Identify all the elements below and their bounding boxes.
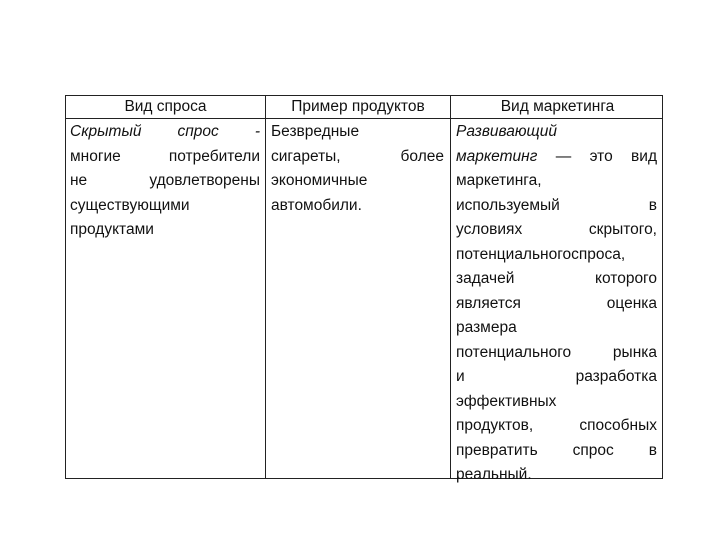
cell-line — [271, 169, 444, 194]
cell-line — [456, 365, 657, 390]
cell-line — [456, 414, 657, 439]
cell-marketing-type — [456, 120, 657, 488]
cell-text: размера — [456, 319, 517, 336]
cell-line — [456, 292, 657, 317]
cell-line — [271, 145, 444, 170]
cell-text: существующими — [70, 196, 190, 214]
cell-line — [271, 194, 444, 219]
cell-text: Безвредные — [271, 123, 360, 140]
cell-text: Скрытый спрос - — [70, 123, 260, 140]
cell-line — [456, 341, 657, 366]
cell-text: не удовлетворены — [70, 172, 260, 189]
cell-line — [456, 243, 657, 268]
cell-line — [456, 316, 657, 341]
cell-text: превратить спрос в — [456, 441, 657, 459]
column-divider-2 — [450, 96, 451, 478]
cell-text: маркетинг — [456, 147, 538, 165]
cell-text: задачей которого — [456, 270, 657, 287]
cell-line — [456, 120, 657, 145]
cell-line — [456, 463, 657, 488]
cell-line — [70, 194, 260, 219]
cell-text: автомобили. — [271, 196, 362, 214]
cell-text: эффективных — [456, 392, 557, 410]
cell-line — [456, 145, 657, 170]
cell-text: и разработка — [456, 368, 657, 385]
cell-text: сигареты, более — [271, 147, 444, 165]
cell-demand-type — [70, 120, 260, 243]
cell-line — [70, 145, 260, 170]
cell-line — [70, 169, 260, 194]
header-divider — [66, 118, 662, 119]
cell-text: — это вид — [537, 147, 657, 165]
header-demand-type: Вид спроса — [124, 98, 207, 115]
demand-marketing-table — [65, 95, 663, 483]
column-divider-1 — [265, 96, 266, 478]
cell-text: используемый в — [456, 196, 657, 214]
cell-product-examples — [271, 120, 444, 218]
cell-line — [271, 120, 444, 145]
cell-text: продуктов, способных — [456, 417, 657, 434]
cell-text: маркетинга, — [456, 172, 542, 189]
cell-line — [70, 120, 260, 145]
cell-text: условиях скрытого, — [456, 221, 657, 238]
cell-line — [456, 390, 657, 415]
cell-text: Развивающий — [456, 123, 557, 140]
cell-text: реальный. — [456, 466, 532, 483]
cell-line — [456, 267, 657, 292]
header-product-examples: Пример продуктов — [291, 98, 425, 115]
cell-line — [456, 439, 657, 464]
cell-text: многие потребители — [70, 147, 260, 165]
cell-line — [70, 218, 260, 243]
cell-line — [456, 194, 657, 219]
cell-text: продуктами — [70, 221, 154, 238]
cell-line — [456, 218, 657, 243]
header-marketing-type: Вид маркетинга — [500, 98, 615, 115]
cell-text: потенциального рынка — [456, 343, 657, 361]
cell-text: потенциальногоспроса, — [456, 245, 626, 263]
cell-text: экономичные — [271, 172, 368, 189]
cell-line — [456, 169, 657, 194]
cell-text: является оценка — [456, 294, 657, 312]
